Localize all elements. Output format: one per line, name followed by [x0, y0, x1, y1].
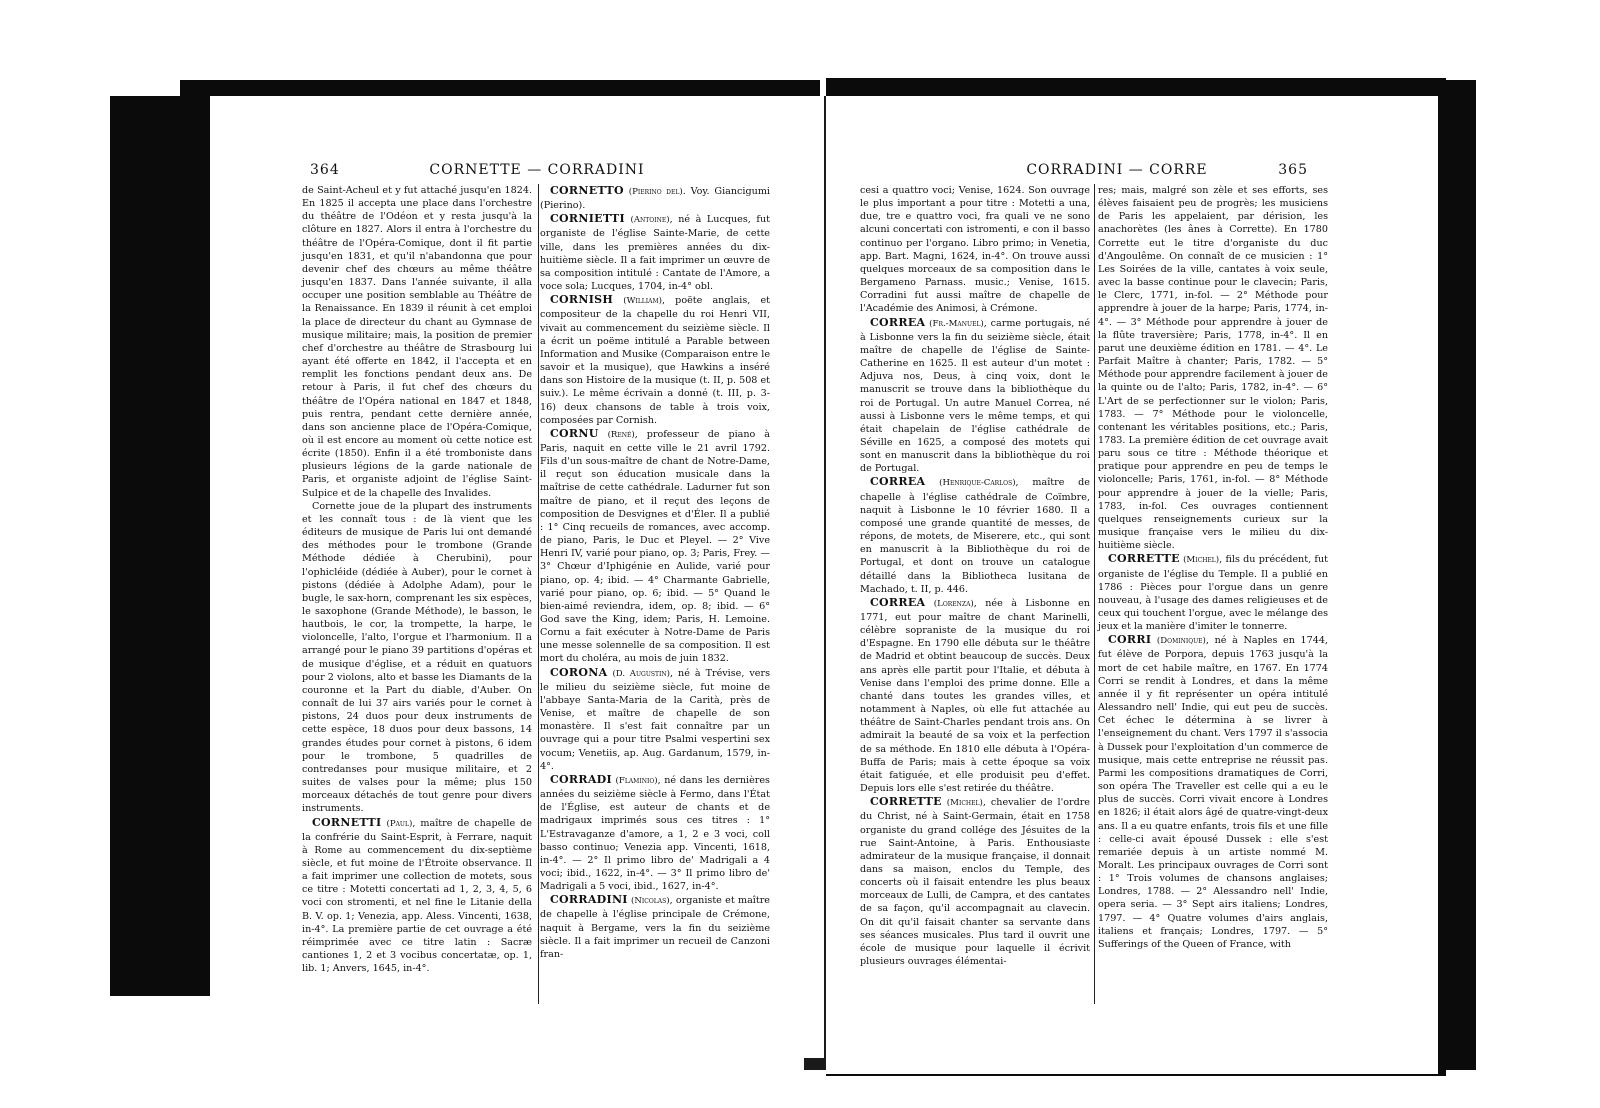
- left-column-2: [540, 184, 770, 961]
- entry-headword: CORRETTE: [870, 795, 942, 809]
- left-column-rule: [538, 184, 539, 1004]
- entry-forename: (Fr.-Manuel): [929, 318, 984, 329]
- entry: [540, 893, 770, 961]
- right-column-1: [860, 184, 1090, 968]
- entry-forename: (Michel): [946, 798, 983, 809]
- entry-body: , poëte anglais, et compositeur de la chapelle du roi Henri VII, vivait au commencement du seizième siècle. Il a écrit un poëme intitulé a Parable between Information and Musike (Comparaison entre le savoir et la musique), que Hawkins a inséré dans son Histoire de la musique (t. II, p. 508 et suiv.). Le même écrivain a donné (t. III, p. 3-16) deux chansons de table à trois voix, composées par Cornish.: [540, 295, 770, 426]
- entry: [540, 212, 770, 293]
- entry-body: , maître de chapelle de la confrérie du Saint-Esprit, à Ferrare, naquit à Rome au commencement du dix-septième siècle, et fut moine de l'Étroite observance. Il a fait imprimer une collection de motets, sous ce titre : Motetti concertati ad 1, 2, 3, 4, 5, 6 voci con stromenti, et nel fine le Litanie della B. V. op. 1; Venezia, app. Aless. Vincenti, 1638, in-4°. La première partie de cet ouvrage a été réimprimée avec ce titre latin : Sacræ cantiones 1, 2 et 3 vocibus concertatæ, op. 1, lib. 1; Anvers, 1645, in-4°.: [302, 817, 532, 975]
- left-running-head: [210, 162, 824, 182]
- entry: [860, 184, 1090, 316]
- right-running-head: [826, 162, 1438, 182]
- entry-body: , né à Lucques, fut organiste de l'église Sainte-Marie, de cette ville, dans les premières années du dix-huitième siècle. Il a fait imprimer un œuvre de sa composition intitulé : Cantate de l'Amore, a voce sola; Lucques, 1704, in-4° obl.: [540, 214, 770, 293]
- page-number-left: 364: [310, 162, 340, 178]
- entry: [540, 184, 770, 212]
- entry-headword: CORNISH: [550, 293, 614, 307]
- entry-forename: (William): [623, 296, 662, 307]
- entry-forename: (Lorenza): [933, 598, 974, 609]
- entry: [540, 427, 770, 666]
- entry-forename: (René): [607, 429, 635, 440]
- scan-border-top-right: [826, 78, 1446, 96]
- entry-headword: CORRADI: [550, 772, 612, 786]
- entry-headword: CORNETTO: [550, 184, 624, 197]
- entry: [302, 184, 532, 500]
- left-column-1: [302, 184, 532, 975]
- left-page: [210, 96, 824, 1058]
- entry-headword: CORRETTE: [1108, 552, 1180, 566]
- right-running-title: CORRADINI — CORRE: [1026, 162, 1208, 178]
- entry: [1098, 184, 1328, 552]
- right-column-rule: [1094, 184, 1095, 1004]
- entry-body: , né dans les dernières années du seizième siècle à Fermo, dans l'État de l'Église, est auteur de chants et de madrigaux imprimés sous ces titres : 1° L'Estravaganze d'amore, a 1, 2 e 3 voci, coll basso continuo; Venezia app. Vincenti, 1618, in-4°. — 2° Il primo libro de' Madrigali a 4 voci; ibid., 1622, in-4°. — 3° Il primo libro de' Madrigali a 5 voci, ibid., 1627, in-4°.: [540, 774, 770, 893]
- entry-headword: CORNETTI: [312, 815, 382, 829]
- entry: [1098, 633, 1328, 951]
- entry-headword: CORRADINI: [550, 893, 628, 907]
- entry-body: , née à Lisbonne en 1771, eut pour maître de chant Marinelli, célèbre sopraniste de la musique du roi d'Espagne. En 1790 elle débuta sur le théâtre de Madrid et obtint beaucoup de succès. Deux ans après elle partit pour l'Italie, et débuta à Venise dans l'emploi des prime donne. Elle a chanté dans toutes les grandes villes, et notamment à Naples, où elle fut attachée au théâtre de Saint-Charles pendant trois ans. On admirait la beauté de sa voix et la perfection de sa méthode. En 1810 elle débuta à l'Opéra-Buffa de Paris; mais à cette époque sa voix était fatiguée, et elle produisit peu d'effet. Depuis lors elle s'est retirée du théâtre.: [860, 597, 1090, 795]
- entry-forename: (Pierino del): [628, 187, 683, 197]
- entry-body: , maître de chapelle à l'église cathédrale de Coïmbre, naquit à Lisbonne le 10 février 1680. Il a composé une grande quantité de messes, de répons, de motets, de Miserere, etc., qui sont en manuscrit à la Bibliothèque du roi de Portugal, et dont on trouve un catalogue détaillé dans la Bibliotheca lusitana de Machado, t. II, p. 446.: [860, 477, 1090, 595]
- entry-headword: CORNIETTI: [550, 212, 625, 226]
- entry: [860, 475, 1090, 595]
- scan-border-right: [1436, 80, 1476, 1070]
- entry-forename: (Antoine): [630, 215, 670, 226]
- entry-body: . Voy. Giancigumi (Pierino).: [540, 186, 770, 212]
- entry-body: , carme portugais, né à Lisbonne vers la fin du seizième siècle, était maître de chapelle de l'église de Sainte-Catherine en 1625. Il est auteur d'un motet : Adjuva nos, Deus, à cinq voix, dont le manuscrit se trouve dans la bibliothèque du roi de Portugal. Un autre Manuel Correa, né aussi à Lisbonne vers le même temps, et qui était chapelain de l'église cathédrale de Séville en 1625, a composé des motets qui sont en manuscrit dans la bibliothèque du roi de Portugal.: [860, 317, 1090, 475]
- entry: [860, 795, 1090, 968]
- entry-forename: (Nicolas): [631, 896, 670, 907]
- entry-forename: (Flaminio): [615, 775, 658, 786]
- entry-body: , organiste et maître de chapelle à l'église principale de Crémone, naquit à Bergame, vers la fin du seizième siècle. Il a fait imprimer un recueil de Canzoni fran-: [540, 895, 770, 960]
- entry: [860, 316, 1090, 476]
- entry: [540, 293, 770, 427]
- entry: [540, 773, 770, 893]
- entry: [302, 500, 532, 816]
- entry-forename: (Paul): [386, 818, 413, 829]
- entry-forename: (Henrique-Carlos): [939, 478, 1016, 489]
- entry-body: , fils du précédent, fut organiste de l'église du Temple. Il a publié en 1786 : Pièces pour l'orgue dans un genre nouveau, à l'usage des dames religieuses et de ceux qui touchent l'orgue, avec le mélange des jeux et la manière d'imiter le tonnerre.: [1098, 554, 1328, 633]
- right-column-2: [1098, 184, 1328, 951]
- entry: [1098, 552, 1328, 633]
- entry-forename: (Dominique): [1156, 636, 1206, 647]
- entry-body: , né à Naples en 1744, fut élève de Porpora, depuis 1763 jusqu'à la mort de cet habile maître, en 1767. En 1774 Corri se rendit à Londres, et dans la même année il y fit représenter un opéra intitulé Alessandro nell' Indie, qui eut peu de succès. Cet échec le détermina à se livrer à l'enseignement du chant. Vers 1797 il s'associa à Dussek pour l'exploitation d'un commerce de musique, mais cette entreprise ne réussit pas. Parmi les compositions dramatiques de Corri, son opéra The Traveller est celle qui a eu le plus de succès. Corri vivait encore à Londres en 1826; il était alors âgé de quatre-vingt-deux ans. Il a eu quatre enfants, trois fils et une fille : celle-ci avait épousé Dussek : elle s'est remariée depuis à un artiste nommé M. Moralt. Les principaux ouvrages de Corri sont : 1° Trois volumes de chansons anglaises; Londres, 1788. — 2° Alessandro nell' Indie, opera seria. — 3° Sept airs italiens; Londres, 1797. — 4° Quatre volumes d'airs anglais, italiens et français; Londres, 1797. — 5° Sufferings of the Queen of France, with: [1098, 635, 1328, 950]
- entry-headword: CORNU: [550, 426, 599, 440]
- entry: [860, 596, 1090, 795]
- entry-body: , professeur de piano à Paris, naquit en cette ville le 21 avril 1792. Fils d'un sous-maître de chant de Notre-Dame, il reçut son éducation musicale dans la maîtrise de cette cathédrale. Ladurner fut son maître de piano, et il reçut des leçons de composition de Desvignes et d'Éler. Il a publié : 1° Cinq recueils de romances, avec accomp. de piano, Paris, le Duc et Pleyel. — 2° Vive Henri IV, varié pour piano, op. 3; Paris, Frey. — 3° Chœur d'Iphigénie en Aulide, varié pour piano, op. 4; ibid. — 4° Charmante Gabrielle, varié pour piano, op. 6; ibid. — 5° Quand le bien-aimé reviendra, idem, op. 8; ibid. — 6° God save the King, idem; Paris, H. Lemoine. Cornu a fait exécuter à Notre-Dame de Paris une messe solennelle de sa composition. Il est mort du choléra, au mois de juin 1832.: [540, 428, 770, 665]
- entry: [302, 816, 532, 976]
- scan-border-left: [110, 96, 210, 996]
- left-running-title: CORNETTE — CORRADINI: [429, 162, 645, 178]
- entry-forename: (D. Augustin): [612, 668, 670, 679]
- entry-headword: CORREA: [870, 595, 926, 609]
- entry-headword: CORRI: [1108, 633, 1152, 647]
- entry-body: cesi a quattro voci; Venise, 1624. Son ouvrage le plus important a pour titre : Motetti a una, due, tre e quattro voci, fra quali ve ne sono alcuni concertati con istromenti, e con il basso continuo per l'organo. Libro primo; in Venetia, app. Bart. Magni, 1624, in-4°. On trouve aussi quelques morceaux de sa composition dans le Bergameno Parnass. music.; Venise, 1615. Corradini fut aussi maître de chapelle de l'Académie des Animosi, à Crémone.: [860, 185, 1090, 315]
- entry-body: , né à Trévise, vers le milieu du seizième siècle, fut moine de l'abbaye Santa-Maria de la Carità, près de Venise, et maître de chapelle de son monastère. Il s'est fait connaître par un ouvrage qui a pour titre Psalmi vespertini sex vocum; Venetiis, ap. Aug. Gardanum, 1579, in-4°.: [540, 667, 770, 772]
- page-number-right: 365: [1278, 162, 1308, 178]
- right-page: [826, 96, 1438, 1074]
- entry-headword: CORONA: [550, 665, 608, 679]
- entry-body: res; mais, malgré son zèle et ses efforts, ses élèves faisaient peu de progrès; les musiciens de Paris les appelaient, par dérision, les anachorètes (les ânes à Corrette). En 1780 Corrette eut le titre d'organiste du duc d'Angoulême. On connaît de ce musicien : 1° Les Soirées de la ville, cantates à voix seule, avec la basse continue pour le clavecin; Paris, le Clerc, 1771, in-fol. — 2° Méthode pour apprendre à jouer de la harpe; Paris, 1774, in-4°. — 3° Méthode pour apprendre à jouer de la flûte traversière; Paris, 1778, in-4°. Il en parut une deuxième édition en 1781. — 4°. Le Parfait Maître à chanter; Paris, 1782. — 5° Méthode pour apprendre facilement à jouer de la quinte ou de l'alto; Paris, 1782, in-4°. — 6° L'Art de se perfectionner sur le violon; Paris, 1783. — 7° Méthode pour le violoncelle, contenant les véritables positions, etc.; Paris, 1783. La première édition de cet ouvrage avait paru sous ce titre : Méthode théorique et pratique pour apprendre en peu de temps le violoncelle; Paris, 1761, in-fol. — 8° Méthode pour apprendre à jouer de la vielle; Paris, 1783, in-fol. Ces ouvrages contiennent quelques renseignements curieux sur la musique française vers le milieu du dix-huitième siècle.: [1098, 185, 1328, 552]
- entry-headword: CORREA: [870, 475, 926, 489]
- entry-forename: (Michel): [1183, 555, 1220, 566]
- entry-headword: CORREA: [870, 315, 926, 329]
- entry-body: Cornette joue de la plupart des instruments et les connaît tous : de là vient que les éditeurs de musique de Paris lui ont demandé des méthodes pour le trombone (Grande Méthode dédiée à Cherubini), pour l'ophicléide (dédiée à Auber), pour le cornet à pistons (dédiée à Adolphe Adam), pour le bugle, le sax-horn, comprenant les six espèces, le saxophone (Grande Méthode), le basson, le hautbois, le cor, la trompette, la harpe, le violoncelle, l'alto, l'orgue et l'harmonium. Il a arrangé pour le piano 39 partitions d'opéras et de musique d'église, et a réduit en quatuors pour 2 violons, alto et basse les Diamants de la couronne et la Part du diable, d'Auber. On connaît de lui 37 airs variés pour le cornet à pistons, 24 duos pour deux instruments de cette espèce, 18 duos pour deux bassons, 14 grandes études pour cornet à pistons, 6 idem pour le trombone, 5 quadrilles de contredanses pour musique militaire, et 2 suites de valses pour la même; plus 150 morceaux détachés de tout genre pour divers instruments.: [302, 500, 532, 815]
- entry-body: de Saint-Acheul et y fut attaché jusqu'en 1824. En 1825 il accepta une place dans l'orchestre du théâtre de l'Odéon et y resta jusqu'à la clôture en 1827. Alors il entra à l'orchestre du théâtre de l'Opéra-Comique, dont il fit partie jusqu'en 1831, et qu'il n'abandonna que pour devenir chef des chœurs au même théâtre jusqu'en 1837. Dans l'année suivante, il alla occuper une position semblable au Théâtre de la Renaissance. En 1839 il réunit à cet emploi la place de directeur du chant au Gymnase de musique militaire; mais, la position de premier chef d'orchestre au théâtre de Strasbourg lui ayant été offerte en 1842, il l'accepta et en remplit les fonctions pendant deux ans. De retour à Paris, il fut chef des chœurs du théâtre de l'Opéra national en 1847 et 1848, puis rentra, pendant cette dernière année, dans son ancienne place de l'Opéra-Comique, où il est encore au moment où cette notice est écrite (1850). Enfin il a été tromboniste dans plusieurs légions de la garde nationale de Paris, et organiste adjoint de l'église Saint-Sulpice et de la chapelle des Invalides.: [302, 185, 532, 499]
- entry-body: , chevalier de l'ordre du Christ, né à Saint-Germain, était en 1758 organiste du grand collége des Jésuites de la rue Saint-Antoine, à Paris. Enthousiaste admirateur de la musique française, il donnait dans sa maison, enclos du Temple, des concerts où il faisait entendre les plus beaux morceaux de Lulli, de Campra, et des cantates de sa façon, qu'il accompagnait au clavecin. On dit qu'il faisait chanter sa servante dans ses séances musicales. Plus tard il ouvrit une école de musique pour laquelle il écrivit plusieurs ouvrages élémentai-: [860, 797, 1090, 968]
- entry: [540, 666, 770, 773]
